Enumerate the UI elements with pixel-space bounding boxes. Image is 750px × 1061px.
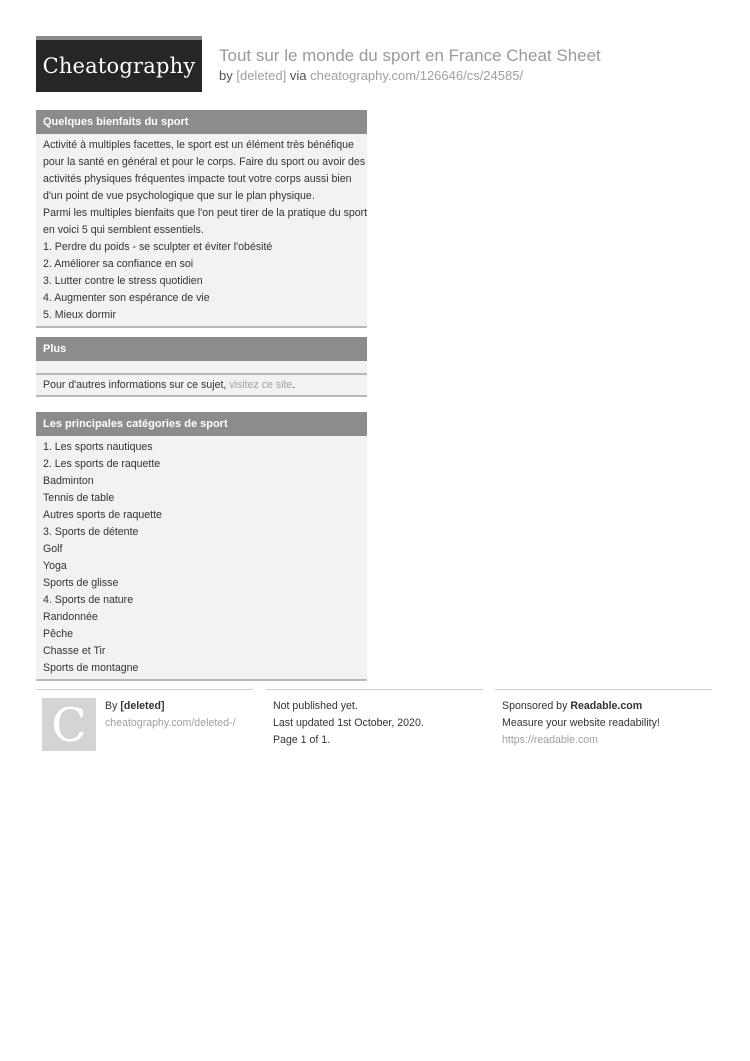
text-line: Activité à multiples facettes, le sport est un élément très bénéfique [43, 139, 354, 151]
section-heading: Plus [36, 337, 367, 361]
logo-text: Cheatography [42, 54, 196, 78]
list-item: Golf [43, 543, 63, 555]
sponsor-tagline: Measure your website readability! [502, 717, 660, 729]
text-line: activités physiques fréquentes impacte tout votre corps aussi bien [43, 173, 352, 185]
list-item: Randonnée [43, 611, 98, 623]
byline-via: via [289, 68, 307, 83]
footer-sponsor [502, 698, 660, 749]
section-plus [36, 337, 367, 397]
plus-end: . [292, 379, 296, 391]
byline [219, 68, 523, 83]
list-item: Chasse et Tir [43, 645, 106, 657]
list-item: 3. Lutter contre le stress quotidien [43, 275, 203, 287]
text-line: Parmi les multiples bienfaits que l'on peut tirer de la pratique du sport [43, 207, 368, 219]
list-item: 1. Perdre du poids - se sculpter et éviter l'obésité [43, 241, 273, 253]
footer-by: By [105, 700, 118, 712]
list-item: Badminton [43, 475, 94, 487]
author-avatar[interactable] [42, 698, 96, 751]
plus-text: Pour d'autres informations sur ce sujet, [43, 379, 230, 391]
footer-divider [266, 689, 483, 690]
section-body [36, 375, 367, 397]
cheatography-logo[interactable] [36, 36, 202, 92]
footer-divider [36, 689, 253, 690]
list-item: 2. Les sports de raquette [43, 458, 161, 470]
byline-by: by [219, 68, 233, 83]
publish-status: Not published yet. [273, 700, 358, 712]
text-line: en voici 5 qui semblent essentiels. [43, 224, 204, 236]
list-item: Sports de glisse [43, 577, 119, 589]
section-categories [36, 412, 367, 681]
section-body [36, 134, 367, 328]
footer-author [105, 698, 236, 732]
last-updated: Last updated 1st October, 2020. [273, 717, 424, 729]
page-number: Page 1 of 1. [273, 734, 331, 746]
section-heading: Les principales catégories de sport [36, 412, 367, 436]
section-bienfaits [36, 110, 367, 328]
author-link[interactable]: [deleted] [236, 68, 287, 83]
sponsored-by: Sponsored by [502, 700, 568, 712]
list-item: Tennis de table [43, 492, 115, 504]
list-item: Yoga [43, 560, 67, 572]
text-line: pour la santé en général et pour le corps. Faire du sport ou avoir des [43, 156, 366, 168]
section-heading: Quelques bienfaits du sport [36, 110, 367, 134]
list-item: 5. Mieux dormir [43, 309, 116, 321]
sponsor-link[interactable]: Readable.com [570, 700, 643, 712]
text-line: d'un point de vue psychologique que sur le plan physique. [43, 190, 315, 202]
list-item: 2. Améliorer sa confiance en soi [43, 258, 194, 270]
list-item: Pêche [43, 628, 74, 640]
footer-author-url[interactable]: cheatography.com/deleted-/ [105, 717, 236, 729]
list-item: 4. Augmenter son espérance de vie [43, 292, 210, 304]
visit-site-link[interactable]: visitez ce site [229, 379, 293, 391]
list-item: 4. Sports de nature [43, 594, 134, 606]
section-spacer [36, 361, 367, 375]
sponsor-url[interactable]: https://readable.com [502, 734, 598, 746]
sheet-url-link[interactable]: cheatography.com/126646/cs/24585/ [310, 68, 524, 83]
list-item: Sports de montagne [43, 662, 139, 674]
footer-divider [495, 689, 712, 690]
avatar-letter: C [51, 697, 87, 752]
section-body [36, 436, 367, 681]
footer-author-link[interactable]: [deleted] [120, 700, 165, 712]
list-item: 3. Sports de détente [43, 526, 139, 538]
page-title: Tout sur le monde du sport en France Cheat Sheet [219, 46, 601, 65]
list-item: 1. Les sports nautiques [43, 441, 153, 453]
footer-status [273, 698, 424, 749]
list-item: Autres sports de raquette [43, 509, 162, 521]
